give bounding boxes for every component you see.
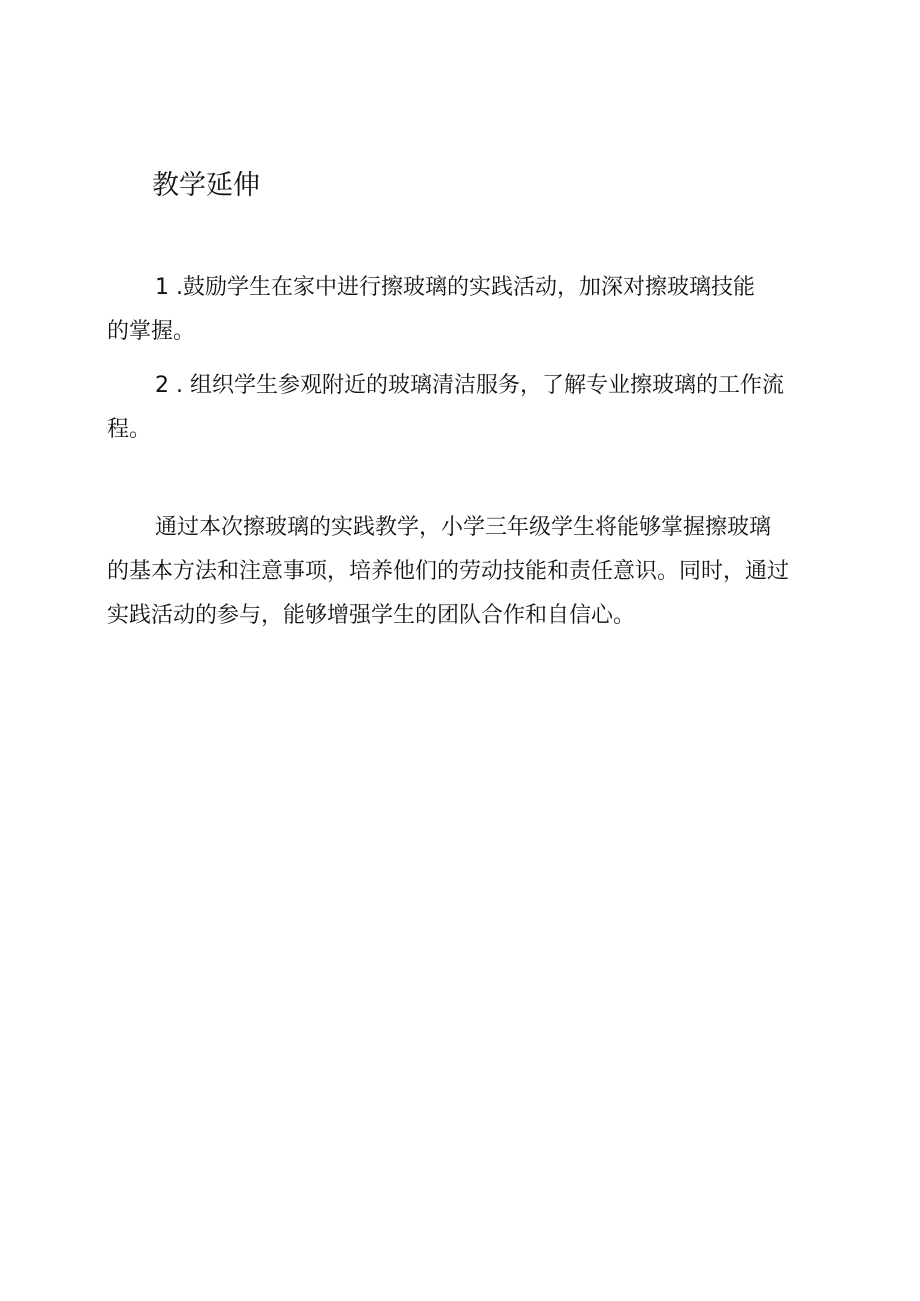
- summary-line-3: 实践活动的参与，能够增强学生的团队合作和自信心。: [107, 603, 636, 628]
- list-item-1: [107, 266, 819, 354]
- list-item-2: [107, 364, 819, 452]
- list-item-2-line-2: 程。: [107, 417, 152, 442]
- summary-line-1: 通过本次擦玻璃的实践教学，小学三年级学生将能够掌握擦玻璃: [155, 515, 772, 540]
- list-item-2-line-1: 2 . 组织学生参观附近的玻璃清洁服务，了解专业擦玻璃的工作流: [155, 373, 784, 398]
- summary-line-2: 的基本方法和注意事项，培养他们的劳动技能和责任意识。同时，通过: [107, 559, 790, 584]
- section-heading: 教学延伸: [152, 170, 260, 201]
- list-item-1-line-1: 1 .鼓励学生在家中进行擦玻璃的实践活动，加深对擦玻璃技能: [155, 275, 755, 300]
- summary-paragraph: [107, 506, 819, 638]
- list-item-1-line-2: 的掌握。: [107, 319, 196, 344]
